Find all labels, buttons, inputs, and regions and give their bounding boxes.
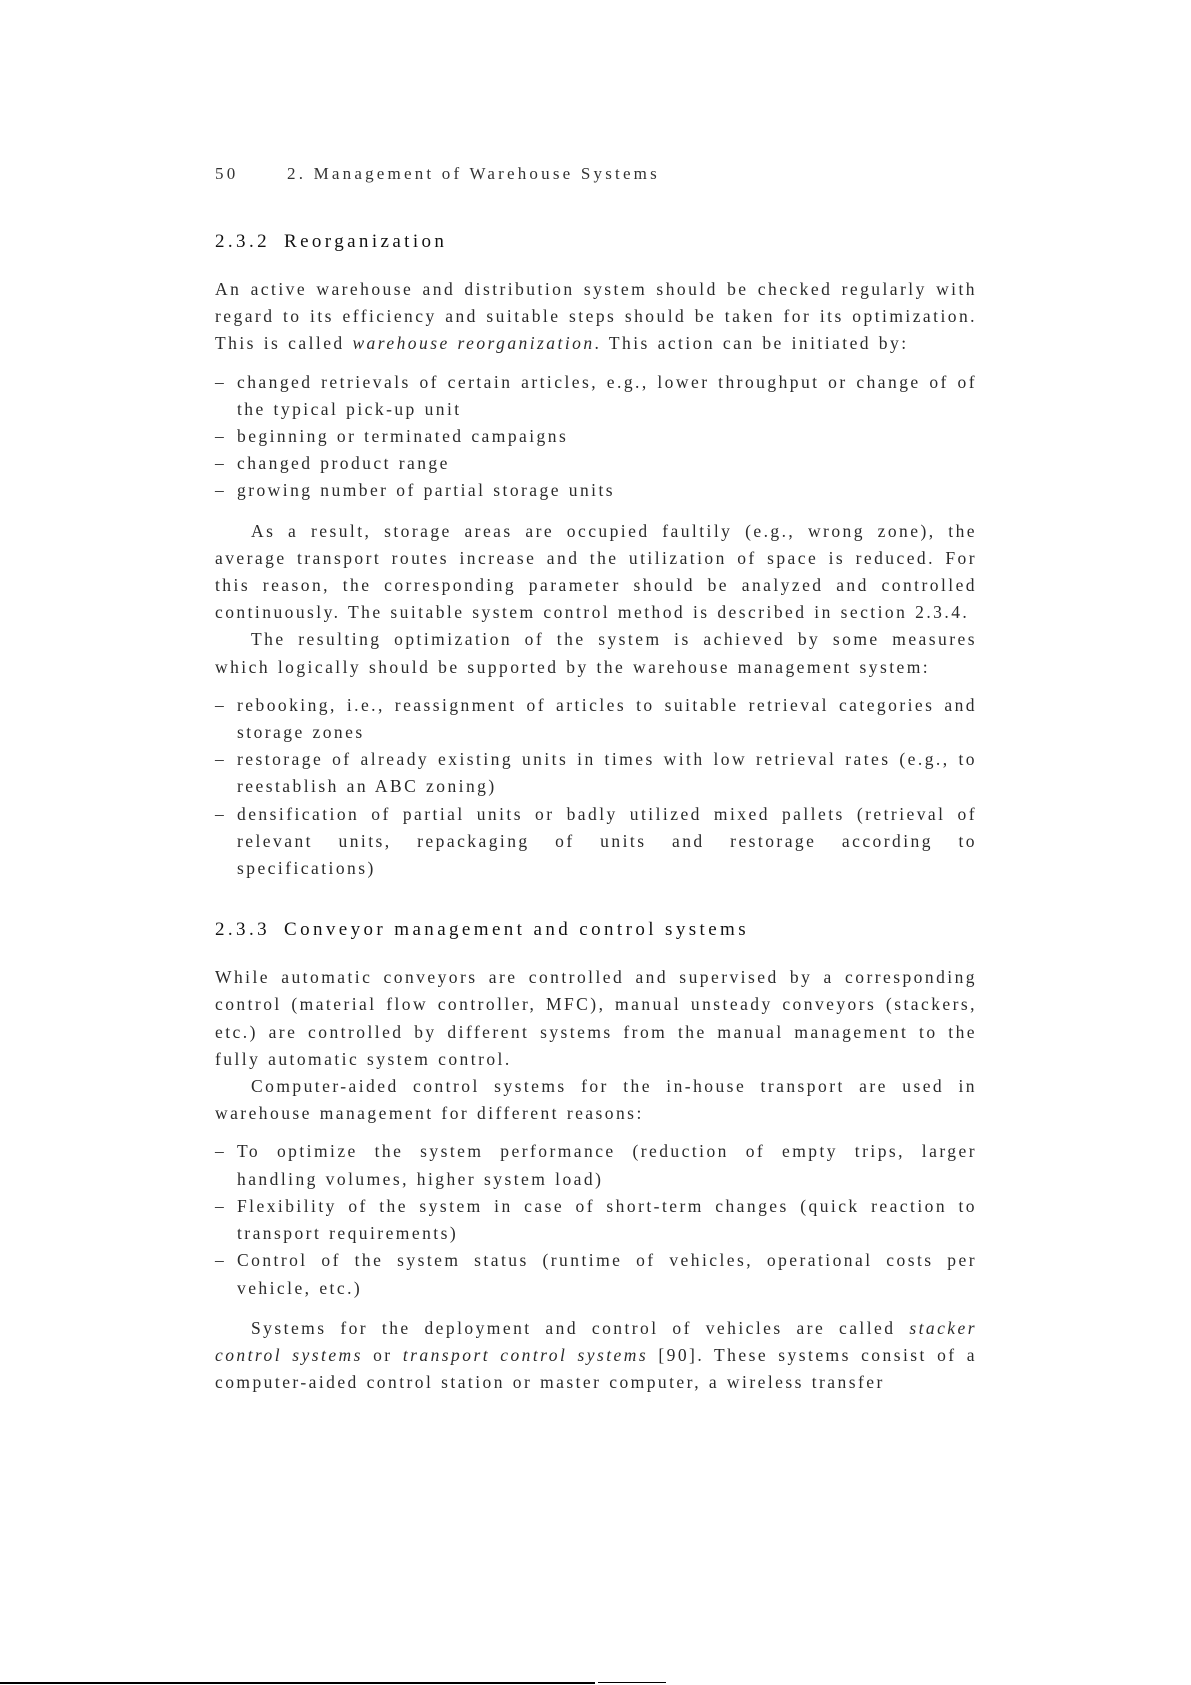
section-heading-conveyor bbox=[215, 918, 977, 942]
footer-rule bbox=[0, 1682, 595, 1684]
reasons-paragraph: Computer-aided control systems for the in-house transport are used in warehouse management for different reasons: bbox=[215, 1076, 977, 1124]
page-number: 50 bbox=[215, 164, 239, 183]
list-item: – restorage of already existing units in times with low retrieval rates (e.g., to reestablish an ABC zoning) bbox=[215, 746, 977, 800]
result-paragraph: As a result, storage areas are occupied faultily (e.g., wrong zone), the average transport routes increase and the utilization of space is reduced. For this reason, the corresponding parameter should be analyzed and controlled continuously. The suitable system control method is described in section 2.3.4. bbox=[215, 520, 977, 623]
final-emphasis-2: transport control systems bbox=[402, 1344, 649, 1365]
final-text-end: [90]. These systems consist of a computer-aided control station or master computer, a wireless transfer bbox=[215, 1344, 977, 1393]
reorganization-intro bbox=[215, 276, 977, 358]
list-item: – Flexibility of the system in case of short-term changes (quick reaction to transport requirements) bbox=[215, 1193, 977, 1247]
list-item: – growing number of partial storage units bbox=[215, 477, 977, 504]
page-body bbox=[215, 162, 977, 1396]
intro-text: An active warehouse and distribution system should be checked regularly with regard to its efficiency and suitable steps should be taken for its optimization. This is called bbox=[215, 279, 977, 354]
final-text-mid: or bbox=[362, 1344, 403, 1365]
final-paragraph bbox=[215, 1315, 977, 1397]
intro-emphasis: warehouse reorganization bbox=[352, 333, 595, 354]
final-text: Systems for the deployment and control of vehicles are called bbox=[251, 1317, 910, 1338]
list-item: – changed product range bbox=[215, 450, 977, 477]
conveyor-intro: While automatic conveyors are controlled and supervised by a corresponding control (material flow controller, MFC), manual unsteady conveyors (stackers, etc.) are controlled by different systems from the manual management to the fully automatic system control. bbox=[215, 967, 977, 1069]
list-item: – rebooking, i.e., reassignment of articles to suitable retrieval categories and storage zones bbox=[215, 692, 977, 746]
section-number: 2.3.2 bbox=[215, 231, 270, 252]
section-number: 2.3.3 bbox=[215, 919, 270, 941]
list-item: – To optimize the system performance (reduction of empty trips, larger handling volumes, higher system load) bbox=[215, 1138, 977, 1192]
list-item: – densification of partial units or badly utilized mixed pallets (retrieval of relevant units, repackaging of units and restorage according to specifications) bbox=[215, 801, 977, 883]
running-head bbox=[215, 162, 977, 186]
optimization-measures-list bbox=[215, 692, 977, 882]
reorganization-triggers-list bbox=[215, 369, 977, 505]
list-item: – Control of the system status (runtime of vehicles, operational costs per vehicle, etc.) bbox=[215, 1247, 977, 1301]
footer-rule-short bbox=[598, 1682, 666, 1683]
reasons-list bbox=[215, 1138, 977, 1301]
section-title: Reorganization bbox=[284, 231, 448, 252]
optimization-paragraph: The resulting optimization of the system is achieved by some measures which logically should be supported by the warehouse management system: bbox=[215, 629, 977, 677]
section-title: Conveyor management and control systems bbox=[284, 919, 750, 941]
final-emphasis-1: stacker control systems bbox=[215, 1317, 977, 1365]
intro-text-end: . This action can be initiated by: bbox=[594, 333, 909, 354]
chapter-title: 2. Management of Warehouse Systems bbox=[287, 164, 660, 183]
section-heading-reorganization bbox=[215, 230, 977, 254]
list-item: – beginning or terminated campaigns bbox=[215, 423, 977, 450]
list-item: – changed retrievals of certain articles, e.g., lower throughput or change of of the typical pick-up unit bbox=[215, 369, 977, 423]
